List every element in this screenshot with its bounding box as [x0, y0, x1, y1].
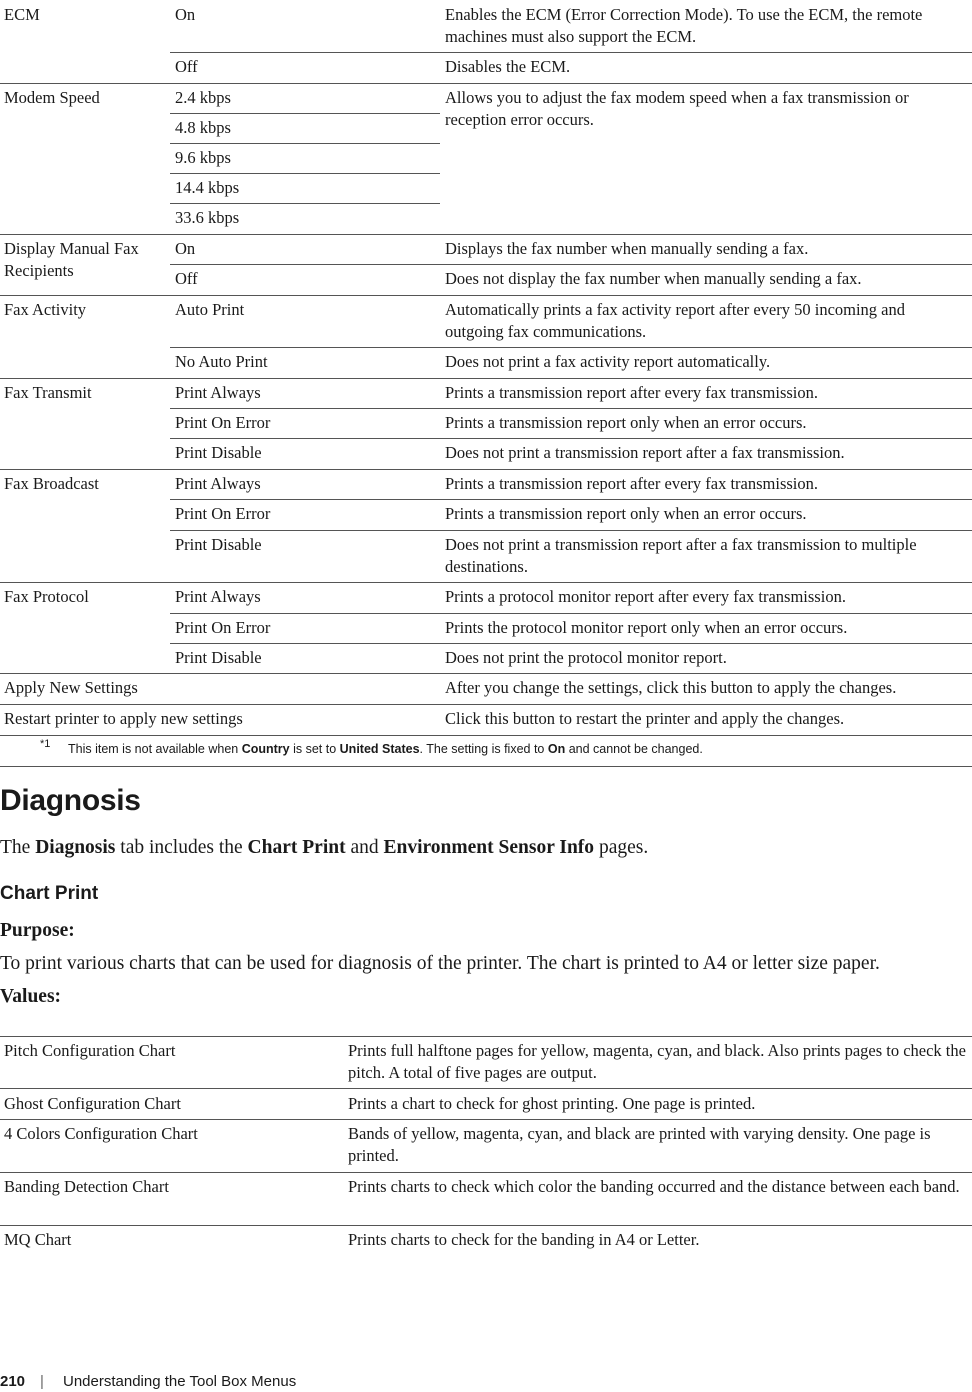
diagnosis-intro: [0, 836, 648, 860]
option-modem-14-4: 14.4 kbps: [175, 178, 240, 197]
desc-transmit-disable: Does not print a transmission report after a fax transmission.: [445, 443, 845, 462]
option-modem-4-8: 4.8 kbps: [175, 118, 231, 137]
row-label-display-manual-fax: Display Manual Fax Recipients: [4, 239, 139, 280]
values-label: Values:: [0, 986, 62, 1007]
intro-the: The: [0, 837, 36, 858]
desc-protocol-disable: Does not print the protocol monitor report.: [445, 648, 727, 667]
option-transmit-disable: Print Disable: [175, 443, 262, 462]
value-desc-pitch: Prints full halftone pages for yellow, magenta, cyan, and black. Also prints pages to check the pitch. A total of five pages are output.: [348, 1041, 966, 1082]
desc-ecm-off: Disables the ECM.: [445, 57, 571, 76]
intro-mid: tab includes the: [115, 837, 248, 858]
intro-chart-print: Chart Print: [247, 837, 346, 858]
row-label-ecm: ECM: [4, 5, 40, 24]
page-number: 210: [0, 1373, 26, 1390]
apply-new-settings-desc: After you change the settings, click this button to apply the changes.: [445, 678, 897, 697]
desc-protocol-always: Prints a protocol monitor report after every fax transmission.: [445, 587, 846, 606]
footnote-united-states: United States: [339, 742, 420, 756]
desc-transmit-on-error: Prints a transmission report only when an error occurs.: [445, 413, 807, 432]
option-broadcast-disable: Print Disable: [175, 535, 262, 554]
row-label-fax-activity: Fax Activity: [4, 300, 87, 319]
footnote-country: Country: [241, 742, 290, 756]
desc-broadcast-disable: Does not print a transmission report after a fax transmission to multiple destinations.: [445, 535, 917, 576]
footnote-text-after: and cannot be changed.: [565, 742, 703, 756]
row-label-modem-speed: Modem Speed: [4, 88, 100, 107]
row-label-fax-broadcast: Fax Broadcast: [4, 474, 99, 493]
value-label-banding: Banding Detection Chart: [4, 1177, 169, 1196]
restart-printer-label: Restart printer to apply new settings: [4, 709, 243, 728]
purpose-label: Purpose:: [0, 920, 75, 941]
intro-end: pages.: [594, 837, 649, 858]
desc-display-off: Does not display the fax number when manually sending a fax.: [445, 269, 862, 288]
row-label-fax-protocol: Fax Protocol: [4, 587, 89, 606]
option-broadcast-on-error: Print On Error: [175, 504, 271, 523]
apply-new-settings-label: Apply New Settings: [4, 678, 138, 697]
value-desc-banding: Prints charts to check which color the banding occurred and the distance between each band.: [348, 1177, 960, 1196]
chart-print-heading: Chart Print: [0, 883, 99, 904]
option-auto-print: Auto Print: [175, 300, 245, 319]
option-modem-9-6: 9.6 kbps: [175, 148, 231, 167]
option-protocol-disable: Print Disable: [175, 648, 262, 667]
option-display-off: Off: [175, 269, 198, 288]
value-label-ghost: Ghost Configuration Chart: [4, 1094, 181, 1113]
value-label-pitch: Pitch Configuration Chart: [4, 1041, 176, 1060]
option-broadcast-always: Print Always: [175, 474, 261, 493]
option-ecm-off: Off: [175, 57, 198, 76]
desc-transmit-always: Prints a transmission report after every fax transmission.: [445, 383, 818, 402]
footnote-text-mid2: . The setting is fixed to: [419, 742, 548, 756]
option-display-on: On: [175, 239, 196, 258]
restart-printer-desc: Click this button to restart the printer and apply the changes.: [445, 709, 845, 728]
diagnosis-heading: Diagnosis: [0, 784, 141, 817]
desc-broadcast-on-error: Prints a transmission report only when an error occurs.: [445, 504, 807, 523]
purpose-text: To print various charts that can be used for diagnosis of the printer. The chart is printed to A4 or letter size paper.: [0, 953, 880, 974]
intro-env-sensor: Environment Sensor Info: [383, 837, 595, 858]
footnote-text-before: This item is not available when: [68, 742, 242, 756]
option-transmit-on-error: Print On Error: [175, 413, 271, 432]
footer-section-title: Understanding the Tool Box Menus: [63, 1373, 297, 1390]
value-label-4colors: 4 Colors Configuration Chart: [4, 1124, 198, 1143]
option-modem-2-4: 2.4 kbps: [175, 88, 231, 107]
desc-ecm-on: Enables the ECM (Error Correction Mode). To use the ECM, the remote machines must also support the ECM.: [445, 5, 923, 46]
option-modem-33-6: 33.6 kbps: [175, 208, 240, 227]
desc-auto-print: Automatically prints a fax activity report after every 50 incoming and outgoing fax communications.: [445, 300, 906, 341]
footnote-on: On: [547, 742, 566, 756]
desc-no-auto-print: Does not print a fax activity report automatically.: [445, 352, 771, 371]
footnote-text-mid: is set to: [289, 742, 340, 756]
option-ecm-on: On: [175, 5, 196, 24]
option-protocol-on-error: Print On Error: [175, 618, 271, 637]
desc-modem-speed: Allows you to adjust the fax modem speed when a fax transmission or reception error occurs.: [445, 88, 909, 129]
value-desc-4colors: Bands of yellow, magenta, cyan, and black are printed with varying density. One page is printed.: [348, 1124, 931, 1165]
option-transmit-always: Print Always: [175, 383, 261, 402]
footer-separator: |: [40, 1373, 44, 1390]
desc-display-on: Displays the fax number when manually sending a fax.: [445, 239, 809, 258]
desc-broadcast-always: Prints a transmission report after every fax transmission.: [445, 474, 818, 493]
option-protocol-always: Print Always: [175, 587, 261, 606]
row-label-fax-transmit: Fax Transmit: [4, 383, 92, 402]
footnote-marker: *1: [40, 738, 51, 750]
intro-and: and: [345, 837, 384, 858]
value-desc-ghost: Prints a chart to check for ghost printing. One page is printed.: [348, 1094, 756, 1113]
value-desc-mq: Prints charts to check for the banding in A4 or Letter.: [348, 1230, 700, 1249]
value-label-mq: MQ Chart: [4, 1230, 72, 1249]
intro-diagnosis: Diagnosis: [35, 837, 116, 858]
desc-protocol-on-error: Prints the protocol monitor report only when an error occurs.: [445, 618, 848, 637]
option-no-auto-print: No Auto Print: [175, 352, 268, 371]
